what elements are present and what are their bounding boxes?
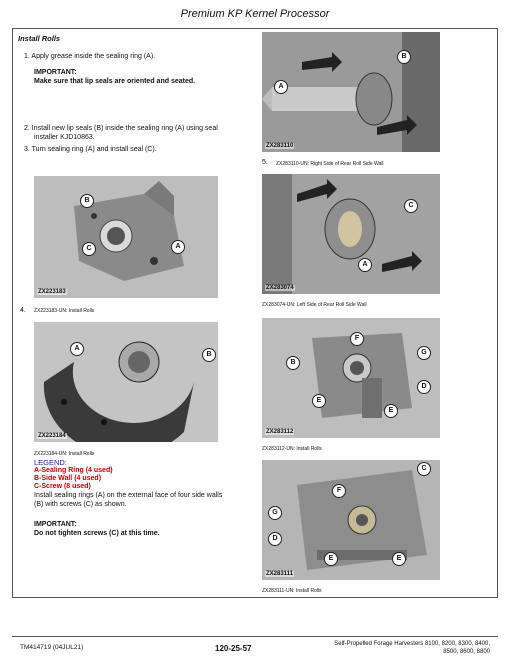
legend-item-c: C-Screw (8 used) (34, 483, 91, 490)
legend-title: LEGEND: (34, 458, 67, 467)
callout-d: D (417, 380, 431, 394)
callout-a: A (171, 240, 185, 254)
step-3: 3. Turn sealing ring (A) and install seal (C). (24, 146, 157, 153)
callout-e: E (384, 404, 398, 418)
legend-item-a: A-Sealing Ring (4 used) (34, 467, 113, 474)
caption-zx223184: ZX223184-UN: Install Rolls (34, 451, 95, 457)
footer-models (290, 640, 490, 656)
shaft-left-illustration (262, 174, 440, 294)
install-text-line-1: Install sealing rings (A) on the external face of four side walls (34, 492, 223, 499)
figure-zx223184 (34, 322, 218, 442)
figure-id: ZX223184 (38, 433, 66, 439)
callout-g: G (417, 346, 431, 360)
callout-b: B (397, 50, 411, 64)
callout-f: F (350, 332, 364, 346)
footer-models-line-2: 8500, 8600, 8800 (443, 649, 490, 655)
callout-e: E (312, 394, 326, 408)
callout-a: A (358, 258, 372, 272)
important-label-2: IMPORTANT: (34, 521, 77, 528)
install-text-line-2: (B) with screws (C) as shown. (34, 501, 127, 508)
footer-doc-id: TM414719 (04JUL21) (20, 644, 84, 651)
step-5-number: 5. (262, 159, 268, 166)
step-4-number: 4. (20, 307, 26, 314)
caption-zx283110: ZX283110-UN: Right Side of Rear Roll Side Wall (276, 161, 384, 167)
callout-g: G (268, 506, 282, 520)
figure-zx223183 (34, 176, 218, 298)
figure-zx283074 (262, 174, 440, 294)
caption-zx223183: ZX223183-UN: Install Rolls (34, 308, 95, 314)
step-2-line-1: 2. Install new lip seals (B) inside the sealing ring (A) using seal (24, 125, 218, 132)
callout-b: B (80, 194, 94, 208)
caption-zx283074: ZX283074-UN: Left Side of Rear Roll Side Wall (262, 302, 367, 308)
callout-b: B (202, 348, 216, 362)
footer-models-line-1: Self-Propelled Forage Harvesters 8100, 8200, 8300, 8400, (334, 641, 490, 647)
page-title: Premium KP Kernel Processor (180, 8, 330, 20)
bracket-illustration (34, 176, 218, 298)
wall-assembly-illustration (262, 460, 440, 580)
callout-b: B (286, 356, 300, 370)
important-text-2: Do not tighten screws (C) at this time. (34, 530, 160, 537)
footer-rule (12, 636, 498, 637)
step-2-line-2: installer KJD10863. (34, 134, 95, 141)
caption-zx283111: ZX283111-UN: Install Rolls (262, 588, 322, 594)
callout-a: A (70, 342, 84, 356)
callout-c: C (82, 242, 96, 256)
callout-e: E (324, 552, 338, 566)
section-title: Install Rolls (18, 34, 61, 43)
figure-id: ZX283112 (266, 429, 294, 435)
shaft-illustration (262, 32, 440, 152)
step-1: 1. Apply grease inside the sealing ring (A). (24, 53, 156, 60)
figure-id: ZX283074 (266, 285, 294, 291)
callout-f: F (332, 484, 346, 498)
legend-item-b: B-Side Wall (4 used) (34, 475, 102, 482)
callout-c: C (404, 199, 418, 213)
footer-page-number: 120-25-57 (215, 644, 252, 653)
callout-d: D (268, 532, 282, 546)
figure-id: ZX283111 (266, 571, 294, 577)
important-label-1: IMPORTANT: (34, 69, 77, 76)
callout-c: C (417, 462, 431, 476)
figure-zx283110 (262, 32, 440, 152)
figure-zx283111 (262, 460, 440, 580)
callout-a: A (274, 80, 288, 94)
important-text-1: Make sure that lip seals are oriented and seated. (34, 78, 196, 85)
caption-zx283112: ZX283112-UN: Install Rolls (262, 446, 322, 452)
figure-zx283112 (262, 318, 440, 438)
callout-e: E (392, 552, 406, 566)
figure-id: ZX223183 (38, 289, 66, 295)
side-wall-illustration (34, 322, 218, 442)
figure-id: ZX283110 (266, 143, 294, 149)
